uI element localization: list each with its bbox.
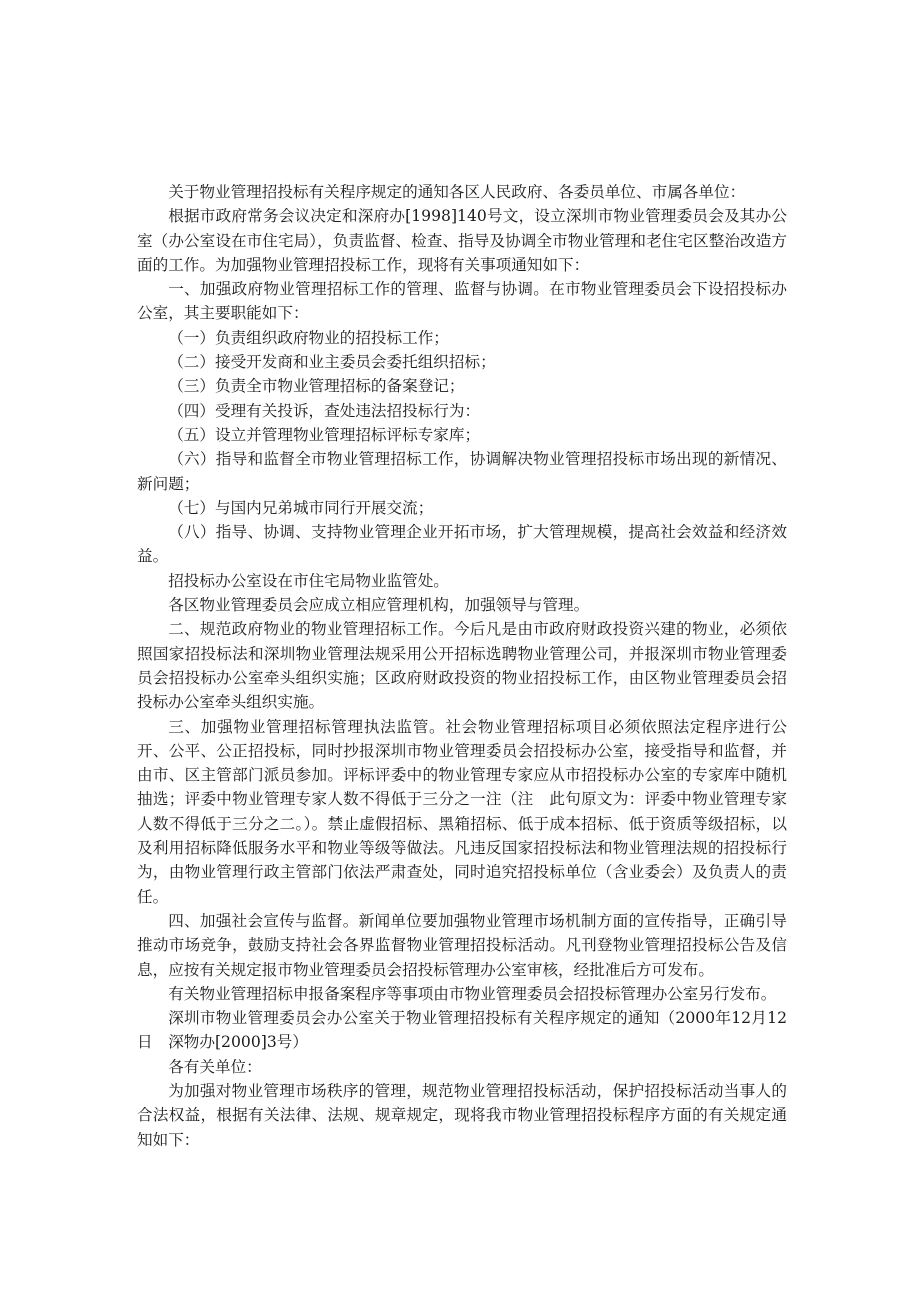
salutation: 各有关单位：	[168, 1057, 262, 1076]
list-item: （二）接受开发商和业主委员会委托组织招标；	[168, 353, 496, 372]
list-item: （五）设立并管理物业管理招标评标专家库；	[168, 425, 481, 444]
list-item: （三）负责全市物业管理招标的备案登记；	[168, 377, 465, 396]
section-three: 三、加强物业管理招标管理执法监管。社会物业管理招标项目必须依照法定程序进行公开、公平、公正招投标，同时抄报深圳市物业管理委员会招投标办公室，接受指导和监督，并由市、区主管部门派员参加。评标评委中的物业管理专家应从市招投标办公室的专家库中随机抽选；评委中物业管理专家人数不得低于三分之一注（注 此句原文为：评委中物业管理专家人数不得低于三分之二。）。禁止虚假招标、黑箱招标、低于成本招标、低于资质等级招标，以及利用招标降低服务水平和物业等级等做法。凡违反国家招投标法和物业管理法规的招投标行为，由物业管理行政主管部门依法严肃查处，同时追究招投标单位（含业委会）及负责人的责任。	[137, 717, 787, 906]
paragraph: 各区物业管理委员会应成立相应管理机构，加强领导与管理。	[168, 596, 590, 615]
list-item: （一）负责组织政府物业的招投标工作；	[168, 328, 449, 347]
notice-title: 关于物业管理招投标有关程序规定的通知各区人民政府、各委员单位、市属各单位：	[168, 183, 746, 201]
section-two: 二、规范政府物业的物业管理招标工作。今后凡是由市政府财政投资兴建的物业，必须依照国家招投标法和深圳物业管理法规采用公开招标选聘物业管理公司，并报深圳市物业管理委员会招投标办公室牵头组织实施；区政府财政投资的物业招投标工作，由区物业管理委员会招投标办公室牵头组织实施。	[137, 620, 787, 712]
paragraph: 有关物业管理招标申报备案程序等事项由市物业管理委员会招投标管理办公室另行发布。	[168, 984, 777, 1003]
section-four: 四、加强社会宣传与监督。新闻单位要加强物业管理市场机制方面的宣传指导，正确引导推动市场竞争，鼓励支持社会各界监督物业管理招投标活动。凡刊登物业管理招投标公告及信息，应按有关规定报市物业管理委员会招投标管理办公室审核，经批准后方可发布。	[137, 911, 787, 979]
list-item: （四）受理有关投诉，查处违法招投标行为：	[168, 401, 481, 420]
document-body	[137, 180, 787, 1152]
list-item: （六）指导和监督全市物业管理招标工作，协调解决物业管理招投标市场出现的新情况、新问题；	[137, 450, 787, 493]
paragraph-intro: 根据市政府常务会议决定和深府办[1998]140号文，设立深圳市物业管理委员会及其办公室（办公室设在市住宅局），负责监督、检查、指导及协调全市物业管理和老住宅区整治改造方面的工作。为加强物业管理招投标工作，现将有关事项通知如下：	[137, 207, 787, 274]
paragraph: 为加强对物业管理市场秩序的管理，规范物业管理招投标活动，保护招投标活动当事人的合法权益，根据有关法律、法规、规章规定，现将我市物业管理招投标程序方面的有关规定通知如下：	[137, 1081, 787, 1149]
second-notice-title: 深圳市物业管理委员会办公室关于物业管理招投标有关程序规定的通知（2000年12月12日 深物办[2000]3号）	[137, 1009, 787, 1052]
list-item: （七）与国内兄弟城市同行开展交流；	[168, 498, 434, 517]
paragraph: 招投标办公室设在市住宅局物业监管处。	[168, 571, 449, 590]
list-item: （八）指导、协调、支持物业管理企业开拓市场，扩大管理规模，提高社会效益和经济效益。	[137, 523, 787, 566]
section-one-heading: 一、加强政府物业管理招标工作的管理、监督与协调。在市物业管理委员会下设招投标办公室，其主要职能如下：	[137, 280, 787, 323]
